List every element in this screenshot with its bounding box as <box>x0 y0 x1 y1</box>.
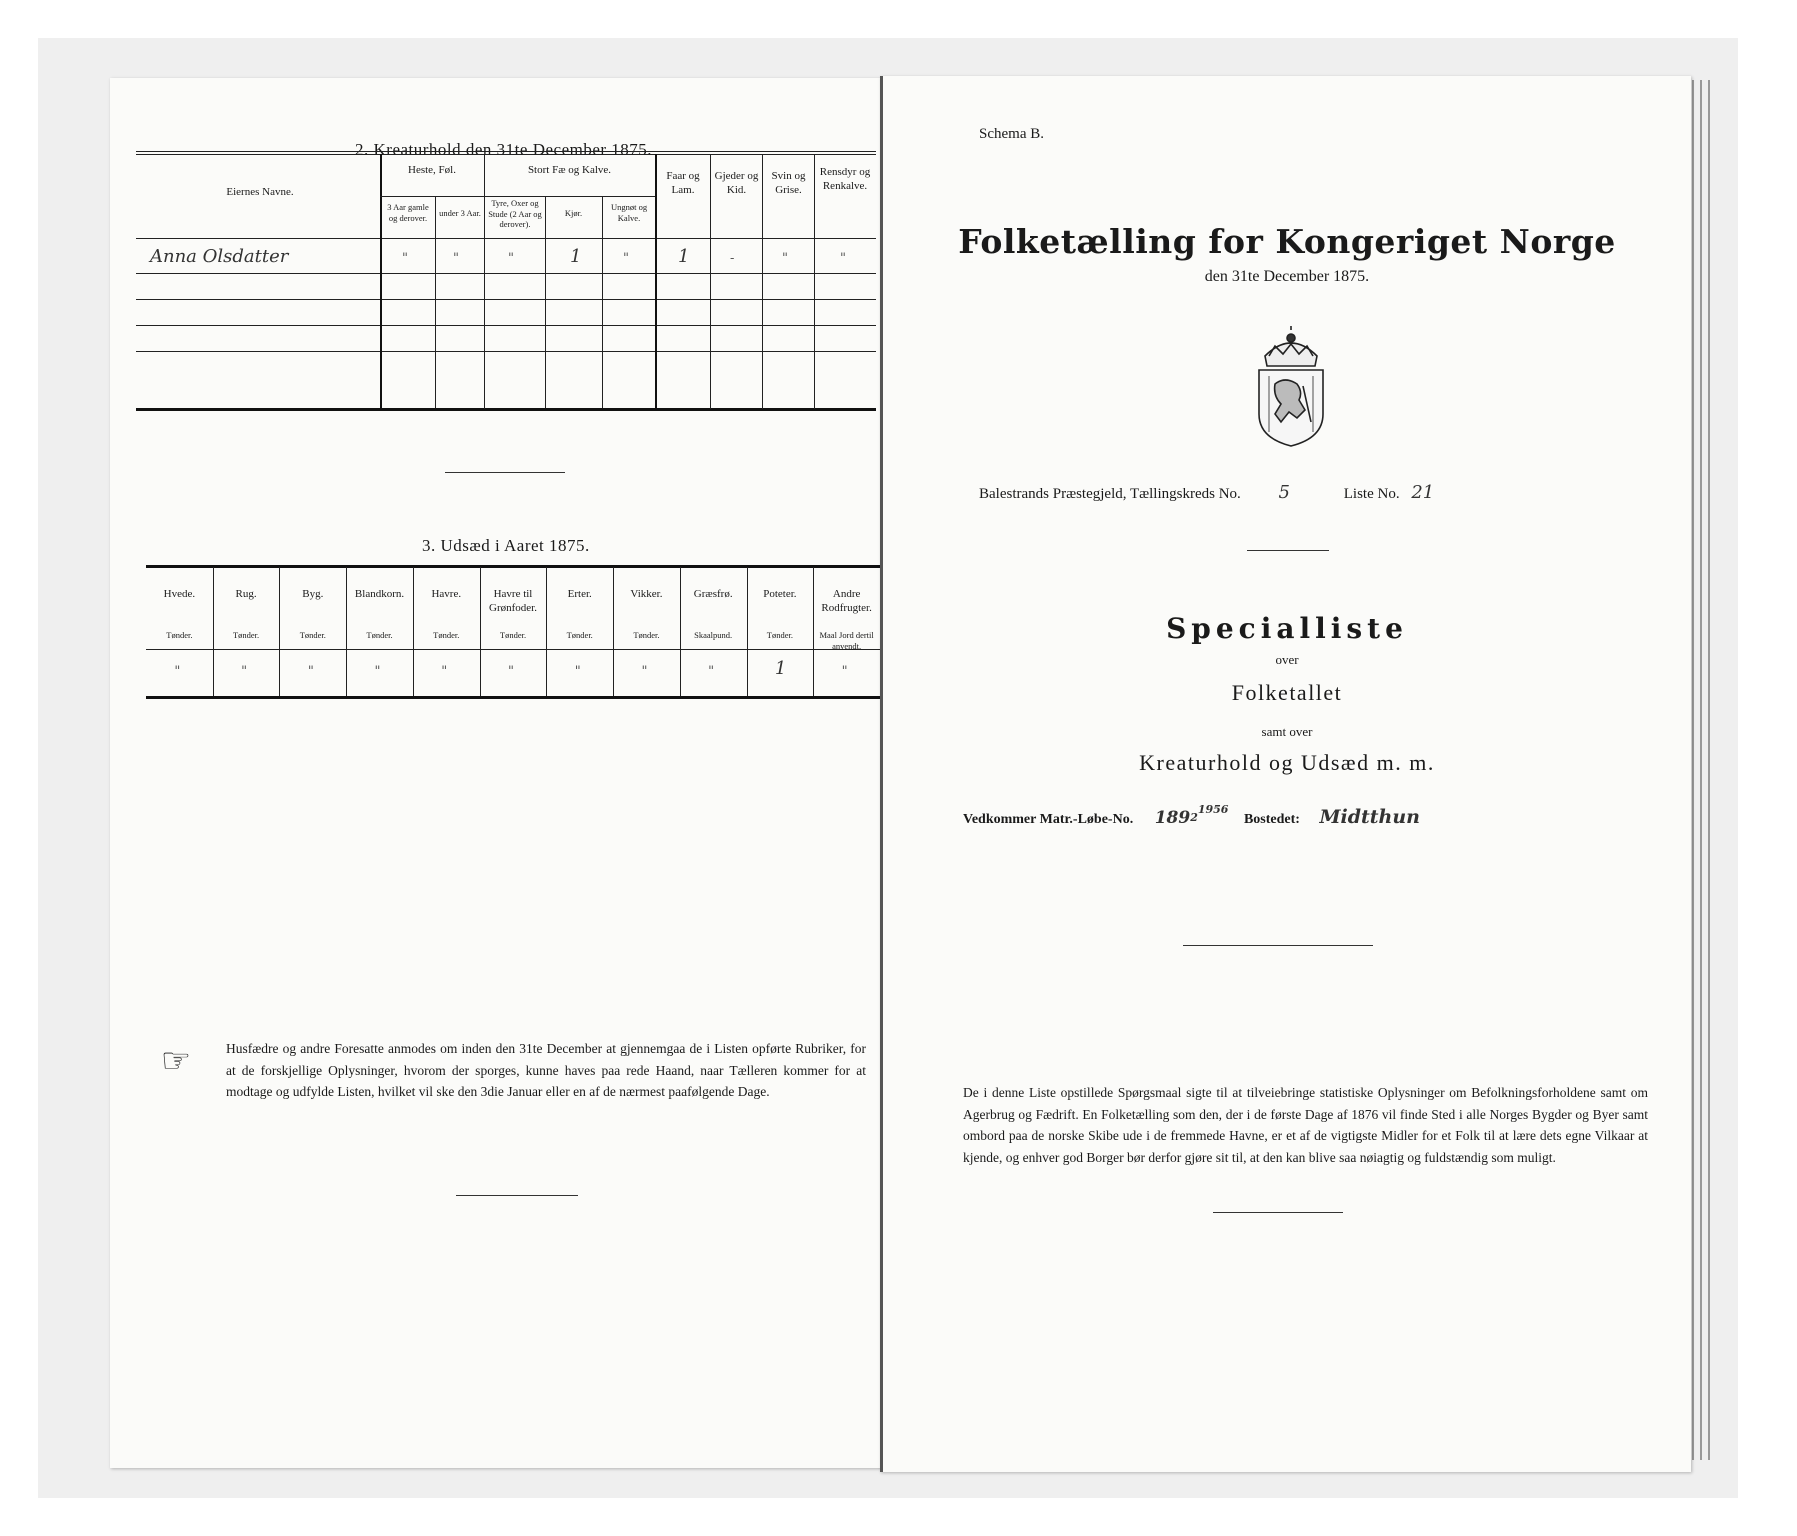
seed-value: " <box>441 664 448 679</box>
notice-rule <box>456 1195 578 1196</box>
footer-text: De i denne Liste opstillede Spørgsmaal sigte til at tilveiebringe statistiske Oplysninger om Befolkningsforholdene samt om Agerbrug og Fædrift. En Folketælling som den, der i de første Dage af 1876 vil finde Sted i alle Norges Bygder og Byer samt ombord paa de norske Skibe ude i de fremmede Havne, er et af de vigtigste Midler for et Folk til at lære dets egne Vilkaar at kjende, og enhver god Borger bør derfor gjøre sit til, at den kan blive saa nøiagtig og fuldstændig som muligt. <box>963 1085 1648 1165</box>
cell-rensdyr: " <box>840 251 846 266</box>
pointing-hand-icon: ☞ <box>160 1043 192 1080</box>
header-stort-sub1: Tyre, Oxer og Stude (2 Aar og derover). <box>488 198 542 230</box>
divider-rule <box>445 472 565 473</box>
header-gjeder: Gjeder og Kid. <box>714 170 759 196</box>
header-heste-sub2: under 3 Aar. <box>439 208 481 218</box>
header-faar: Faar og Lam. <box>666 170 700 196</box>
folketallet-heading: Folketallet <box>1231 680 1343 705</box>
seed-header: Rug. <box>235 588 257 600</box>
seed-unit: Tønder. <box>366 630 393 640</box>
seed-unit: Tønder. <box>766 630 793 640</box>
seed-unit: Tønder. <box>633 630 660 640</box>
seed-value: 1 <box>774 658 787 679</box>
liste-label: Liste No. <box>1343 486 1400 502</box>
seed-unit: Tønder. <box>433 630 460 640</box>
seed-header: Havre til Grønfoder. <box>489 588 537 614</box>
seed-unit: Tønder. <box>499 630 527 640</box>
kreds-number: 5 <box>1278 482 1290 503</box>
district-line <box>979 482 1434 503</box>
divider-rule-mid <box>1183 945 1373 946</box>
header-rensdyr: Rensdyr og Renkalve. <box>819 166 871 192</box>
header-heste: Heste, Føl. <box>408 164 456 176</box>
bosted-label: Bostedet: <box>1243 812 1300 827</box>
divider-rule-bottom <box>1213 1212 1343 1213</box>
seed-header: Byg. <box>302 588 324 600</box>
cell-heste-1: " <box>402 251 408 266</box>
header-svin: Svin og Grise. <box>771 170 806 196</box>
header-stort-fae: Stort Fæ og Kalve. <box>527 164 612 176</box>
seed-value: " <box>174 664 181 679</box>
seed-unit: Maal Jord dertil anvendt. <box>819 630 874 651</box>
seed-header: Poteter. <box>763 588 797 600</box>
seed-value: " <box>508 664 514 679</box>
cell-svin: " <box>782 251 788 266</box>
coat-of-arms-icon <box>1245 326 1337 448</box>
seed-value: " <box>574 664 581 679</box>
header-stort-sub2: Kjør. <box>564 208 583 218</box>
seed-header: Vikker. <box>630 588 663 600</box>
seed-header: Andre Rodfrugter. <box>821 588 872 614</box>
cell-stort-1: " <box>508 251 514 266</box>
matr-label: Vedkommer Matr.-Løbe-No. <box>963 812 1134 827</box>
seed-header: Erter. <box>567 588 592 600</box>
seed-header: Græsfrø. <box>693 588 733 600</box>
census-title: Folketælling for Kongeriget Norge <box>958 222 1616 261</box>
header-stort-sub3: Ungnøt og Kalve. <box>610 202 648 223</box>
seed-value: " <box>241 664 248 679</box>
right-page <box>880 76 1691 1472</box>
page-edge-2 <box>1700 80 1702 1460</box>
schema-label: Schema B. <box>979 126 1044 142</box>
seed-unit: Skaalpund. <box>694 630 733 640</box>
seed-value: " <box>708 664 715 679</box>
section-3-title: 3. Udsæd i Aaret 1875. <box>422 536 590 555</box>
divider-rule-right <box>1247 550 1329 551</box>
notice-text: Husfædre og andre Foresatte anmodes om inden den 31te December at gjennemgaa de i Listen opførte Rubriker, for at de forskjellige Oplysninger, hvorom der sporges, kunne haves paa rede Haand, naar Tælleren kommer for at modtage og udfylde Listen, hvilket vil ske den 3die Januar eller en af de nærmest paafølgende Dage. <box>226 1041 866 1100</box>
owner-name: Anna Olsdatter <box>150 246 289 267</box>
matr-line <box>963 803 1420 828</box>
cell-heste-2: " <box>453 251 459 266</box>
seed-header: Blandkorn. <box>354 588 405 600</box>
seed-value: " <box>307 664 314 679</box>
seed-value: " <box>841 664 848 679</box>
seed-unit: Tønder. <box>566 630 593 640</box>
cell-ungnot: " <box>623 251 629 266</box>
seed-header: Hvede. <box>163 588 196 600</box>
cell-gjeder: - <box>730 251 735 266</box>
seed-header: Havre. <box>431 588 462 600</box>
seed-value: " <box>374 664 381 679</box>
cell-kjor: 1 <box>570 246 582 267</box>
matr-value-note: 1956 <box>1197 803 1229 816</box>
bosted-value: Midtthun <box>1319 806 1420 828</box>
seed-unit: Tønder. <box>232 630 260 640</box>
district-prefix: Balestrands Præstegjeld, Tællingskreds No. <box>979 486 1241 502</box>
header-eiernes-navne: Eiernes Navne. <box>226 186 294 198</box>
seed-value: " <box>641 664 648 679</box>
left-page <box>110 78 884 1468</box>
over-label: over <box>1275 652 1299 667</box>
header-heste-sub1: 3 Aar gamle og derover. <box>387 202 429 223</box>
cell-faar: 1 <box>678 246 690 267</box>
liste-number: 21 <box>1411 482 1435 503</box>
page-edge-3 <box>1708 80 1710 1460</box>
specialliste-heading: Specialliste <box>1166 612 1408 645</box>
seed-unit: Tønder. <box>299 630 326 640</box>
page-edge-1 <box>1692 80 1694 1460</box>
matr-value-sup: 2 <box>1190 811 1198 824</box>
section-2-title: 2. Kreaturhold den 31te December 1875. <box>355 140 653 159</box>
matr-value: 189 <box>1154 808 1191 828</box>
census-date: den 31te December 1875. <box>1204 268 1370 285</box>
seed-unit: Tønder. <box>166 630 193 640</box>
kreaturhold-heading: Kreaturhold og Udsæd m. m. <box>1139 750 1435 775</box>
samt-over-label: samt over <box>1261 724 1313 739</box>
